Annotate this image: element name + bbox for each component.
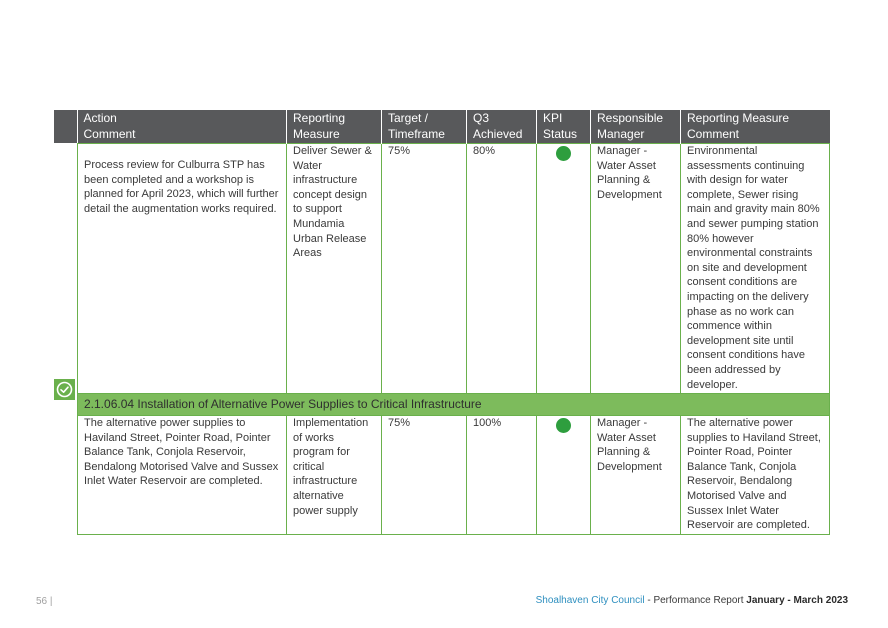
check-circle-icon	[54, 379, 75, 400]
manager-cell: Manager - Water Asset Planning & Development	[591, 416, 681, 535]
kpi-status-cell	[537, 416, 591, 535]
header-q3-achieved: Q3 Achieved	[467, 110, 537, 144]
footer-council: Shoalhaven City Council	[535, 595, 645, 606]
target-cell: 75%	[382, 416, 467, 535]
header-reporting-measure: Reporting Measure	[287, 110, 382, 144]
header-target: Target / Timeframe	[382, 110, 467, 144]
page-number: 56 |	[36, 596, 53, 607]
status-dot-icon	[556, 418, 571, 433]
table-row	[78, 416, 830, 535]
section-row	[78, 394, 830, 416]
reporting-measure-cell: Implementation of works program for critical infrastructure alternative power supply	[287, 416, 382, 535]
header-action-comment: Action Comment	[78, 110, 287, 144]
header-kpi-status: KPI Status	[537, 110, 591, 144]
table-row	[78, 144, 830, 394]
reporting-measure-cell: Deliver Sewer & Water infrastructure concept design to support Mundamia Urban Release Areas	[287, 144, 382, 394]
header-measure-comment: Reporting Measure Comment	[681, 110, 830, 144]
target-cell: 75%	[382, 144, 467, 394]
action-comment-cell: Process review for Culburra STP has been completed and a workshop is planned for April 2023, which will further detail the augmentation works required.	[78, 144, 287, 394]
kpi-status-cell	[537, 144, 591, 394]
action-comment-cell: The alternative power supplies to Haviland Street, Pointer Road, Pointer Balance Tank, Conjola Reservoir, Bendalong Motorised Valve and Sussex Inlet Water Reservoir are completed.	[78, 416, 287, 535]
manager-cell: Manager - Water Asset Planning & Development	[591, 144, 681, 394]
measure-comment-cell: Environmental assessments continuing with design for water complete, Sewer rising main and gravity main 80% and sewer pumping station 80% however environmental constraints on site and development consent conditions are impacting on the delivery phase as no work can commence within development site until consent conditions have been addressed by developer.	[681, 144, 830, 394]
footer-report-title	[536, 595, 848, 606]
footer-period: January - March 2023	[746, 595, 848, 606]
header-margin-block	[54, 110, 77, 143]
measure-comment-cell: The alternative power supplies to Haviland Street, Pointer Road, Pointer Balance Tank, Conjola Reservoir, Bendalong Motorised Valve and Sussex Inlet Water Reservoir are completed.	[681, 416, 830, 535]
status-dot-icon	[556, 146, 571, 161]
achieved-cell: 80%	[467, 144, 537, 394]
table-header-row	[78, 110, 830, 144]
header-responsible-manager: Responsible Manager	[591, 110, 681, 144]
achieved-cell: 100%	[467, 416, 537, 535]
section-title: 2.1.06.04 Installation of Alternative Power Supplies to Critical Infrastructure	[78, 394, 830, 416]
performance-table	[77, 110, 830, 535]
footer-report: - Performance Report	[644, 595, 747, 606]
